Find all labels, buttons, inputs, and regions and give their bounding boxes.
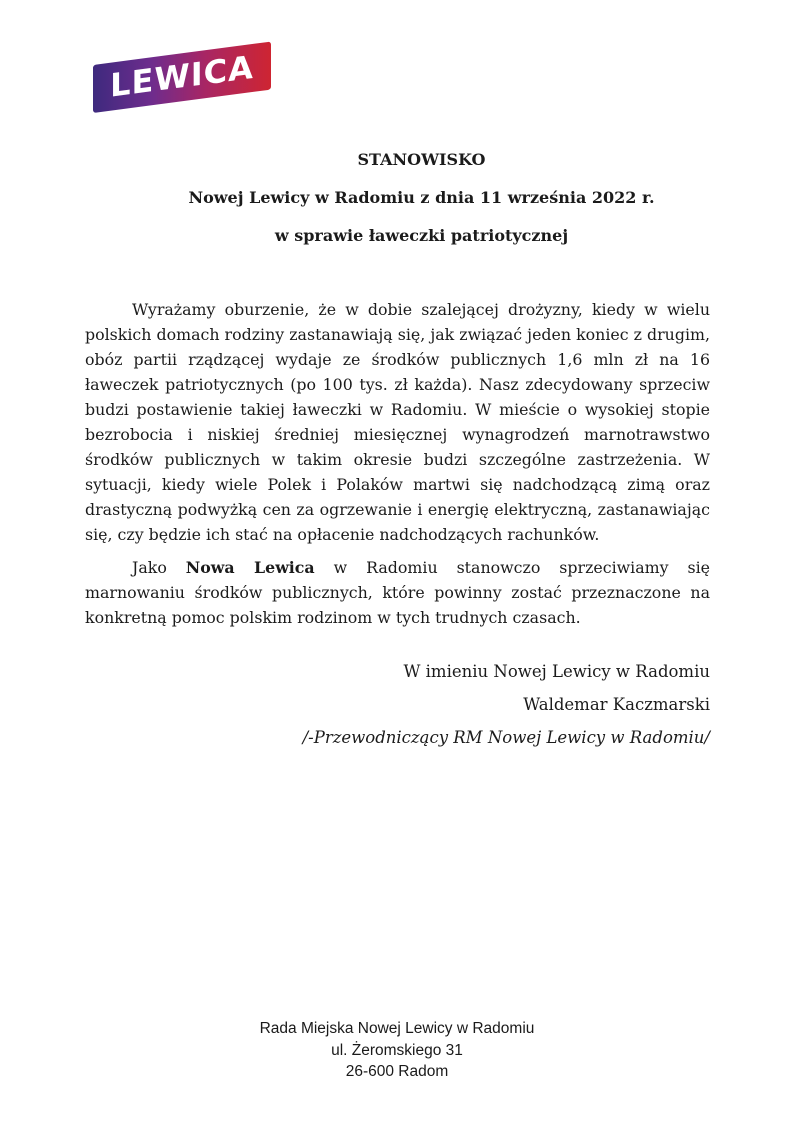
paragraph-2-prefix: Jako: [132, 558, 186, 577]
footer-street: ul. Żeromskiego 31: [331, 1041, 463, 1059]
lewica-logo: [93, 42, 271, 113]
signature-on-behalf: W imieniu Nowej Lewicy w Radomiu: [403, 662, 710, 681]
lewica-logo-text: LEWICA: [110, 47, 254, 105]
signature-block: [85, 655, 710, 754]
document-heading: [138, 141, 705, 255]
body-paragraph-1: Wyrażamy oburzenie, że w dobie szalejącej drożyzny, kiedy w wielu polskich domach rodziny zastanawiają się, jak związać jeden koniec z drugim, obóz partii rządzącej wydaje ze środków publicznych 1,6 mln zł na 16 ławeczek patriotycznych (po 100 tys. zł każda). Nasz zdecydowany sprzeciw budzi postawienie takiej ławeczki w Radomiu. W mieście o wysokiej stopie bezrobocia i niskiej średniej miesięcznej wynagrodzeń marnotrawstwo środków publicznych w takim okresie budzi szczególne zastrzeżenia. W sytuacji, kiedy wiele Polek i Polaków martwi się nadchodzącą zimą oraz drastyczną podwyżką cen za ogrzewanie i energię elektryczną, zastanawiając się, czy będzie ich stać na opłacenie nadchodzących rachunków.: [85, 300, 710, 544]
paragraph-2-bold-party-name: Nowa Lewica: [185, 558, 315, 577]
footer-org: Rada Miejska Nowej Lewicy w Radomiu: [259, 1020, 535, 1037]
footer-address: [0, 1018, 794, 1083]
heading-subject-line: w sprawie ławeczki patriotycznej: [274, 226, 569, 245]
document-body: [85, 297, 710, 630]
heading-date-line: Nowej Lewicy w Radomiu z dnia 11 września 2022 r.: [188, 188, 655, 207]
body-paragraph-2: [85, 555, 710, 630]
footer-city: 26-600 Radom: [345, 1063, 449, 1080]
signature-name: Waldemar Kaczmarski: [523, 695, 710, 714]
paragraph-2-suffix: w Radomiu stanowczo sprzeciwiamy się marnowaniu środków publicznych, które powinny zostać przeznaczone na konkretną pomoc polskim rodzinom w tych trudnych czasach.: [85, 558, 711, 627]
signature-role: /-Przewodniczący RM Nowej Lewicy w Radomiu/: [302, 728, 710, 747]
heading-stanowisko: STANOWISKO: [357, 150, 486, 169]
